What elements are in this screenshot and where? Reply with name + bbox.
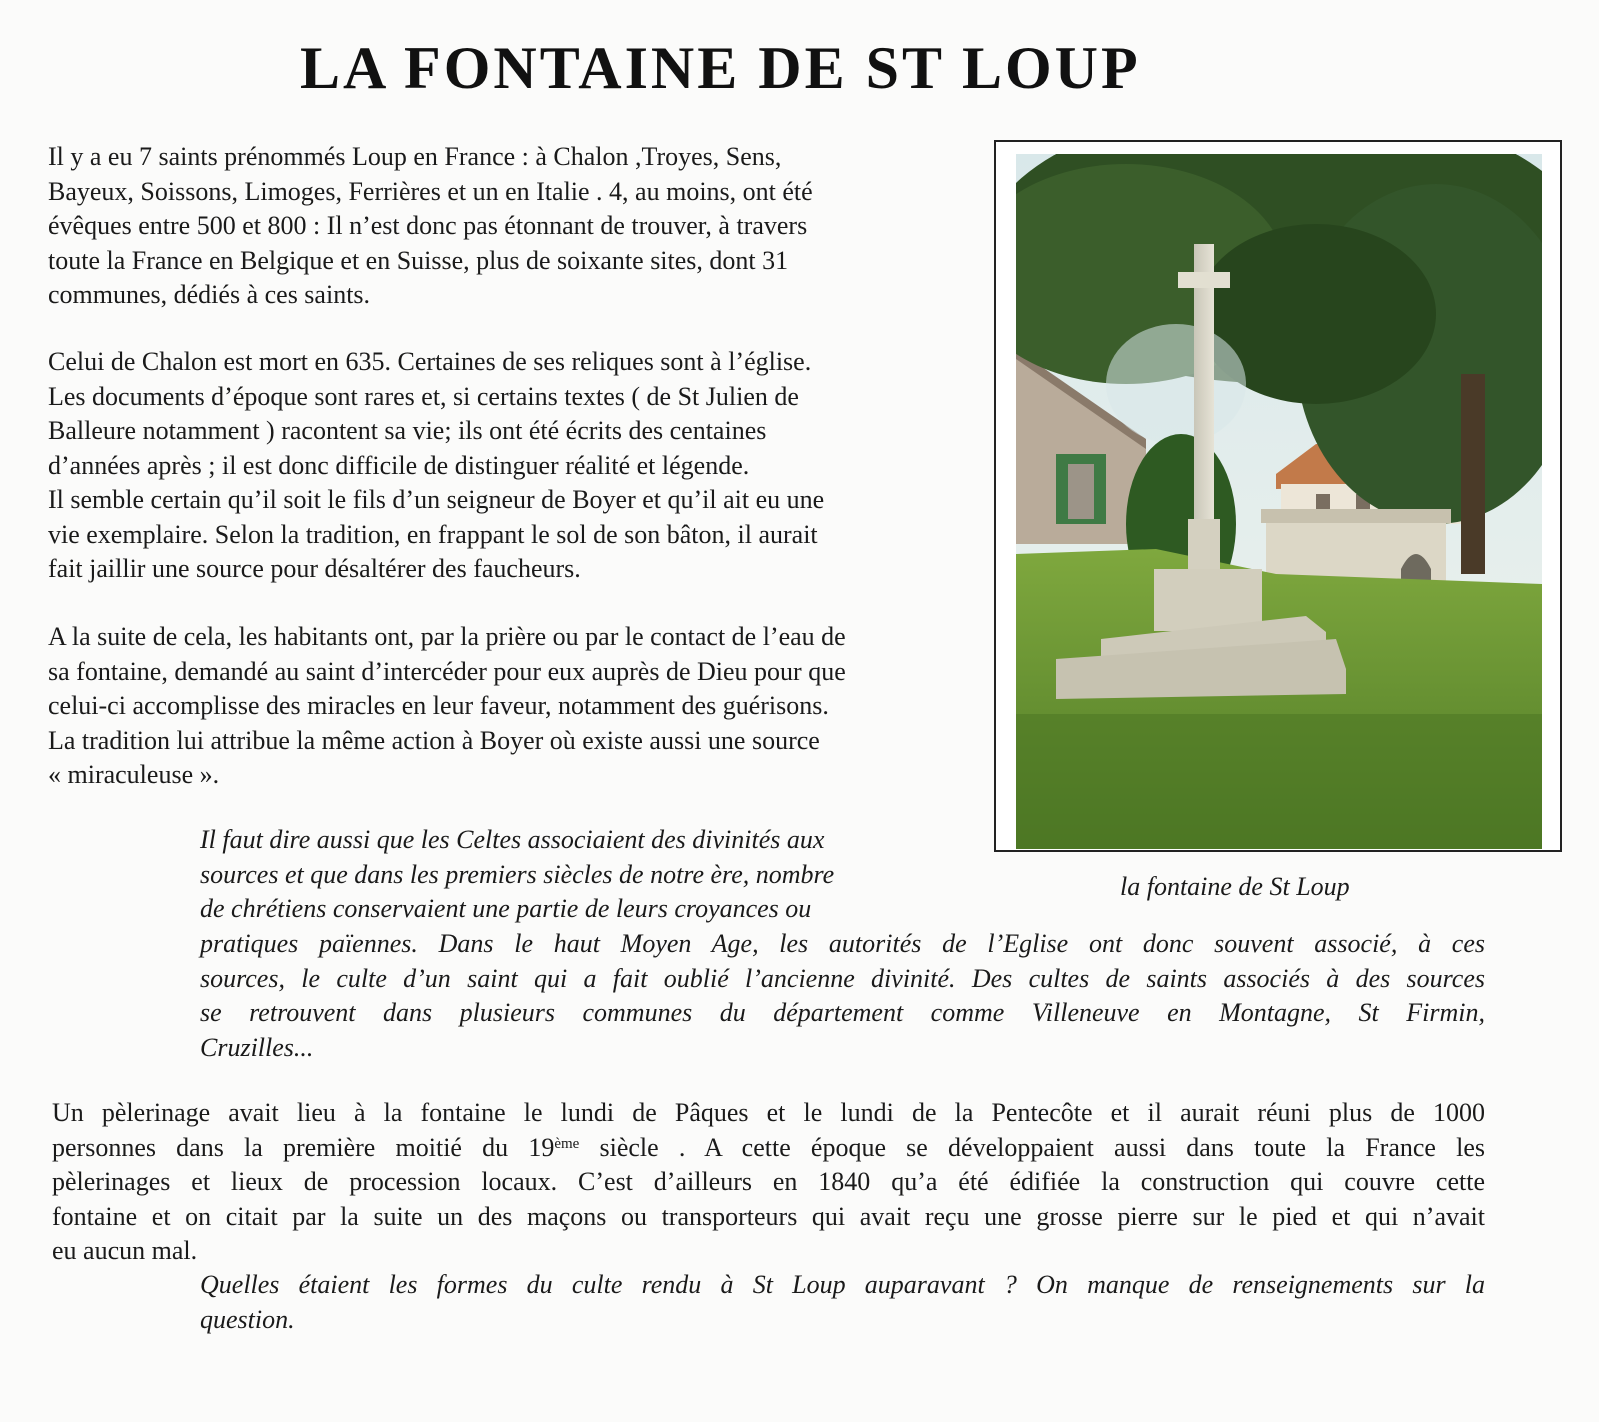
text-line: pèlerinages et lieux de procession locaux. C’est d’ailleurs en 1840 qu’a été édifiée la construction qui couvre cette [52, 1167, 1485, 1196]
superscript: ème [554, 1135, 580, 1152]
fountain-photo [1016, 154, 1542, 849]
text-line: toute la France en Belgique et en Suisse, plus de soixante sites, dont 31 [48, 245, 789, 275]
text-line: A la suite de cela, les habitants ont, par la prière ou par le contact de l’eau de [48, 622, 846, 651]
question-paragraph [200, 1268, 1485, 1337]
text-line: sa fontaine, demandé au saint d’intercéder pour eux auprès de Dieu pour que [48, 656, 846, 686]
text-line: Il semble certain qu’il soit le fils d’un seigneur de Boyer et qu’il ait eu une [48, 485, 825, 514]
text-line: Celui de Chalon est mort en 635. Certaines de ses reliques sont à l’église. [48, 347, 812, 376]
text-line: vie exemplaire. Selon la tradition, en frappant le sol de son bâton, il aurait [48, 519, 818, 549]
text-line: fontaine et on citait par la suite un des maçons ou transporteurs qui avait reçu une grosse pierre sur le pied et qui n’avait [52, 1201, 1485, 1231]
text-line: d’années après ; il est donc difficile de distinguer réalité et légende. [48, 450, 750, 480]
text-line: Quelles étaient les formes du culte rendu à St Loup auparavant ? On manque de renseignements sur la [200, 1270, 1485, 1299]
text-line: personnes dans la première moitié du 19ème siècle . A cette époque se développaient aussi dans toute la France les [52, 1132, 1486, 1162]
text-line: Il y a eu 7 saints prénommés Loup en France : à Chalon ,Troyes, Sens, [48, 142, 782, 171]
text-line: Balleure notamment ) racontent sa vie; ils ont été écrits des centaines [48, 416, 767, 445]
celtes-paragraph-top [200, 823, 960, 927]
text-line: question. [200, 1304, 295, 1334]
photo-caption: la fontaine de St Loup [1120, 872, 1350, 901]
text-line: Cruzilles... [200, 1032, 314, 1062]
text-line: Il faut dire aussi que les Celtes associaient des divinités aux [200, 825, 825, 854]
intro-paragraph [48, 140, 988, 313]
pelerinage-paragraph [52, 1096, 1485, 1269]
text-line: Un pèlerinage avait lieu à la fontaine le lundi de Pâques et le lundi de la Pentecôte et il aurait réuni plus de 1000 [52, 1098, 1485, 1127]
suite-paragraph [48, 620, 988, 793]
text-line: se retrouvent dans plusieurs communes du département comme Villeneuve en Montagne, St Firmin, [200, 998, 1485, 1027]
text-line: pratiques païennes. Dans le haut Moyen Age, les autorités de l’Eglise ont donc souvent associé, à ces [200, 929, 1485, 958]
page-title: LA FONTAINE DE ST LOUP [300, 35, 1141, 101]
text-line: « miraculeuse ». [48, 760, 220, 789]
text-line: fait jaillir une source pour désaltérer des faucheurs. [48, 554, 581, 583]
text-line: évêques entre 500 et 800 : Il n’est donc pas étonnant de trouver, à travers [48, 211, 808, 240]
text-line: celui-ci accomplisse des miracles en leur faveur, notamment des guérisons. [48, 691, 829, 720]
text-line: de chrétiens conservaient une partie de leurs croyances ou [200, 894, 812, 923]
chalon-paragraph [48, 345, 988, 587]
text-line: sources, le culte d’un saint qui a fait oublié l’ancienne divinité. Des cultes de saints associés à des sources [200, 963, 1485, 993]
celtes-paragraph-bottom [200, 927, 1485, 1065]
text-line: sources et que dans les premiers siècles de notre ère, nombre [200, 859, 835, 889]
text-line: La tradition lui attribue la même action à Boyer où existe aussi une source [48, 725, 820, 755]
text-line: Les documents d’époque sont rares et, si certains textes ( de St Julien de [48, 381, 799, 411]
photo-frame [994, 140, 1562, 852]
text-line: Bayeux, Soissons, Limoges, Ferrières et un en Italie . 4, au moins, ont été [48, 176, 813, 206]
text-line: communes, dédiés à ces saints. [48, 280, 371, 309]
text-line: eu aucun mal. [52, 1236, 198, 1265]
